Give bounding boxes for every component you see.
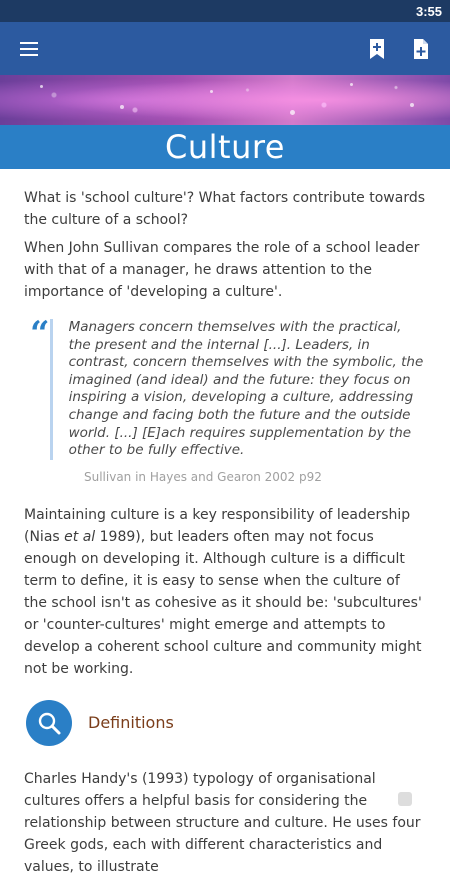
status-bar xyxy=(0,0,450,22)
menu-button[interactable] xyxy=(14,34,44,64)
document-add-button[interactable] xyxy=(406,34,436,64)
handy-paragraph: Charles Handy's (1993) typology of organisational cultures offers a helpful basis for considering the relationship between structure and culture. He uses four Greek gods, each with different characteristics and values, to illustrate xyxy=(24,770,421,875)
leadership-paragraph-part2: 1989), but leaders often may not focus enough on developing it. Although culture is a difficult term to define, it is easy to sense when the culture of the school isn't as cohesive as it should be: 'subcultures' or 'counter-cultures' might emerge and attempts to develop a coherent school culture and community might not be working. xyxy=(24,528,422,677)
header-banner-image xyxy=(0,75,450,125)
bookmark-add-button[interactable] xyxy=(362,34,392,64)
leadership-paragraph-part1: Maintaining culture is a key responsibility of leadership (Nias xyxy=(24,506,411,545)
definitions-label: Definitions xyxy=(88,713,174,733)
hamburger-menu-icon xyxy=(18,41,40,57)
bookmark-add-icon xyxy=(368,38,386,60)
page-title-band xyxy=(0,125,450,169)
blockquote xyxy=(24,314,426,460)
leadership-paragraph xyxy=(24,504,426,680)
page-title: Culture xyxy=(165,128,285,166)
quote-icon: “ xyxy=(30,314,50,354)
article-content xyxy=(0,169,450,878)
status-time: 3:55 xyxy=(415,3,442,19)
scroll-indicator xyxy=(398,792,412,806)
leadership-paragraph-italic: et al xyxy=(64,528,96,545)
intro-paragraph: When John Sullivan compares the role of a school leader with that of a manager, he draws attention to the importance of 'developing a culture'. xyxy=(24,240,420,300)
document-add-icon xyxy=(412,38,430,60)
search-icon xyxy=(26,700,72,746)
quote-text: Managers concern themselves with the practical, the present and the internal [...]. Leaders, in contrast, concern themselves with the symbolic, the imagined (and ideal) and the future: they focus on inspiring a vision, developing a culture, addressing change and facing both the future and the outside world. [...] [E]ach requires supplementation by the other to be fully effective. xyxy=(68,319,424,459)
app-bar xyxy=(0,22,450,75)
quote-citation: Sullivan in Hayes and Gearon 2002 p92 xyxy=(84,469,322,484)
intro-question: What is 'school culture'? What factors contribute towards the culture of a school? xyxy=(24,190,426,228)
definitions-section[interactable] xyxy=(26,700,426,746)
quote-body xyxy=(50,319,426,460)
